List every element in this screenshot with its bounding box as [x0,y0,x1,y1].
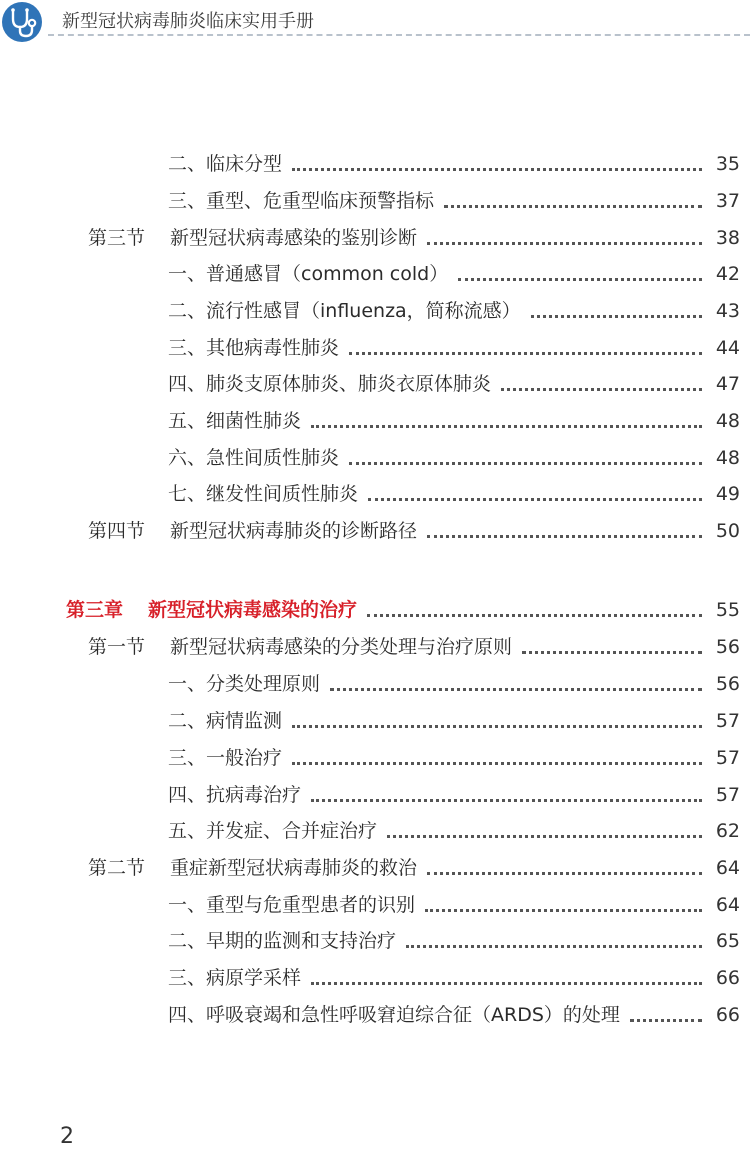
toc-page-number: 56 [715,636,740,658]
toc-item-title: 六、急性间质性肺炎 [168,447,340,469]
toc-leader-dots [311,799,702,802]
toc-item-row[interactable] [168,813,740,849]
toc-entry-text [88,850,417,886]
toc-entry-text [66,592,357,628]
toc-chapter-row[interactable] [66,592,740,628]
toc-entry-text [168,740,282,776]
toc-leader-dots [349,352,702,355]
toc-section-number: 第三节 [88,227,146,249]
toc-page-number: 62 [715,820,740,842]
toc-section-number: 第四节 [88,520,146,542]
toc-item-row[interactable] [168,997,740,1033]
toc-leader-dots [427,872,702,875]
toc-item-title: 二、流行性感冒（influenza，简称流感） [168,300,521,322]
toc-leader-dots [427,242,702,245]
header-divider [48,34,750,36]
toc-entry-text [88,629,512,665]
toc-section-row[interactable] [88,629,740,665]
toc-page-number: 37 [715,190,740,212]
toc-item-title: 一、分类处理原则 [168,673,321,695]
toc-leader-dots [458,278,702,281]
toc-page-number: 57 [715,747,740,769]
toc-leader-dots [292,168,702,171]
toc-section-number: 第一节 [88,636,146,658]
toc-entry-text [168,330,339,366]
toc-section-row[interactable] [88,513,740,549]
toc-item-title: 五、细菌性肺炎 [168,410,302,432]
toc-item-row[interactable] [168,703,740,739]
toc-item-title: 二、临床分型 [168,153,283,175]
toc-item-row[interactable] [168,256,740,292]
toc-page-number: 38 [715,227,740,249]
toc-entry-text [168,960,301,996]
toc-page-number: 64 [715,857,740,879]
toc-leader-dots [311,982,702,985]
toc-entry-text [168,256,448,292]
toc-entry-text [168,997,620,1033]
toc-entry-text [168,887,415,923]
toc-entry-text [168,476,358,512]
toc-item-title: 四、肺炎支原体肺炎、肺炎衣原体肺炎 [168,373,492,395]
toc-item-row[interactable] [168,777,740,813]
toc-leader-dots [292,762,702,765]
toc-leader-dots [501,388,702,391]
toc-section-number: 第二节 [88,857,146,879]
toc-section-row[interactable] [88,850,740,886]
toc-page-number: 57 [715,784,740,806]
page-number: 2 [60,1124,74,1149]
toc-leader-dots [349,462,702,465]
toc-item-title: 四、呼吸衰竭和急性呼吸窘迫综合征（ARDS）的处理 [168,1004,620,1026]
toc-leader-dots [311,425,702,428]
toc-section-title: 新型冠状病毒感染的分类处理与治疗原则 [170,636,513,658]
toc-leader-dots [387,835,702,838]
toc-entry-text [168,403,301,439]
toc-item-row[interactable] [168,960,740,996]
toc-item-row[interactable] [168,146,740,182]
toc-item-title: 一、普通感冒（common cold） [168,263,449,285]
toc-item-row[interactable] [168,293,740,329]
toc-page-number: 47 [715,373,740,395]
toc-entry-text [88,513,417,549]
toc-item-row[interactable] [168,366,740,402]
toc-page-number: 66 [715,1004,740,1026]
toc-entry-text [168,366,491,402]
toc-page-number: 64 [715,894,740,916]
toc-item-row[interactable] [168,740,740,776]
toc-leader-dots [425,909,702,912]
toc-entry-text [168,666,320,702]
toc-item-title: 一、重型与危重型患者的识别 [168,894,416,916]
toc-section-row[interactable] [88,220,740,256]
toc-item-title: 三、一般治疗 [168,747,283,769]
toc-page-number: 56 [715,673,740,695]
toc-item-row[interactable] [168,476,740,512]
toc-item-title: 三、重型、危重型临床预警指标 [168,190,435,212]
toc-section-title: 重症新型冠状病毒肺炎的救治 [170,857,418,879]
toc-leader-dots [630,1019,702,1022]
toc-section-title: 新型冠状病毒感染的鉴别诊断 [170,227,418,249]
toc-entry-text [168,440,339,476]
toc-entry-text [88,220,417,256]
toc-page-number: 35 [715,153,740,175]
toc-leader-dots [531,315,702,318]
toc-page-number: 43 [715,300,740,322]
toc-page-number: 55 [715,599,740,621]
toc-page-number: 65 [715,930,740,952]
toc-leader-dots [367,614,702,617]
toc-item-title: 二、病情监测 [168,710,283,732]
book-title: 新型冠状病毒肺炎临床实用手册 [62,11,314,32]
toc-entry-text [168,813,377,849]
toc-leader-dots [522,651,702,654]
toc-leader-dots [368,498,702,501]
toc-page-number: 48 [715,447,740,469]
toc-item-title: 二、早期的监测和支持治疗 [168,930,397,952]
toc-entry-text [168,146,282,182]
toc-entry-text [168,777,301,813]
toc-item-title: 四、抗病毒治疗 [168,784,302,806]
toc-leader-dots [444,205,702,208]
toc-page-number: 66 [715,967,740,989]
toc-page-number: 57 [715,710,740,732]
toc-chapter-title: 新型冠状病毒感染的治疗 [148,599,358,621]
toc-entry-text [168,183,434,219]
toc-item-row[interactable] [168,887,740,923]
toc-page-number: 49 [715,483,740,505]
toc-entry-text [168,703,282,739]
toc-page-number: 44 [715,337,740,359]
stethoscope-icon [2,2,42,42]
page-header [0,0,750,46]
toc-section-title: 新型冠状病毒肺炎的诊断路径 [170,520,418,542]
toc-item-row[interactable] [168,330,740,366]
toc-leader-dots [427,535,702,538]
toc-item-title: 三、病原学采样 [168,967,302,989]
toc-leader-dots [406,945,702,948]
toc-entry-text [168,923,396,959]
toc-item-row[interactable] [168,666,740,702]
toc-page-number: 50 [715,520,740,542]
toc-entry-text [168,293,521,329]
toc-leader-dots [292,725,702,728]
toc-item-row[interactable] [168,183,740,219]
toc-page-number: 42 [715,263,740,285]
toc-leader-dots [330,688,702,691]
toc-item-title: 三、其他病毒性肺炎 [168,337,340,359]
toc-page-number: 48 [715,410,740,432]
toc-item-row[interactable] [168,923,740,959]
toc-chapter-number: 第三章 [66,599,124,621]
toc-item-title: 五、并发症、合并症治疗 [168,820,378,842]
toc-item-row[interactable] [168,440,740,476]
toc-item-row[interactable] [168,403,740,439]
toc-item-title: 七、继发性间质性肺炎 [168,483,359,505]
